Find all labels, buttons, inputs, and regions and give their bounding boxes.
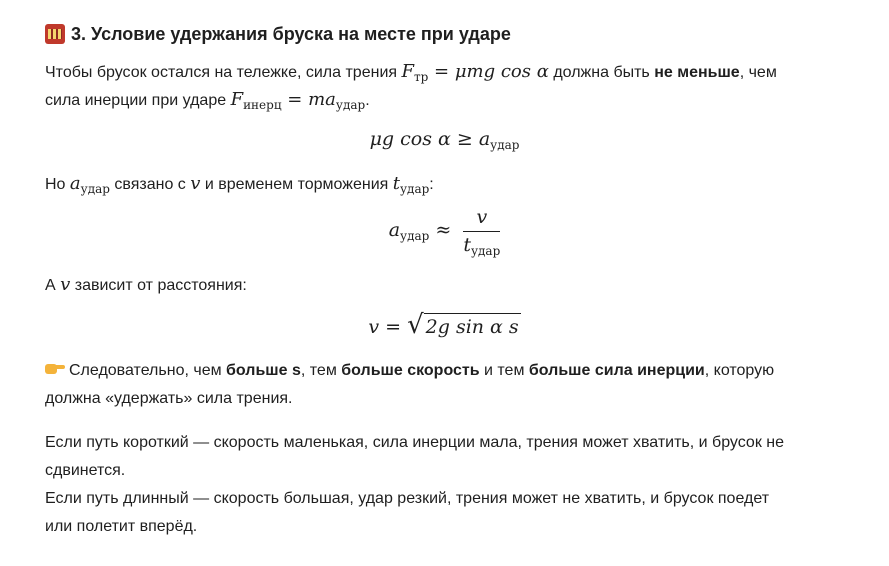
section-title: 3. Условие удержания бруска на месте при ударе bbox=[71, 24, 511, 44]
paragraph-conclusion-line2: должна «удержать» сила трения. bbox=[45, 390, 293, 407]
formula-velocity: v = √ 2g sin α s bbox=[368, 310, 519, 340]
paragraph-conclusion-line1: Следовательно, чем больше s, тем больше скорость и тем больше сила инерции, которую bbox=[45, 357, 774, 385]
section-heading bbox=[45, 22, 511, 46]
paragraph-short-path-line1: Если путь короткий — скорость маленькая, сила инерции мала, трения может хватить, и брусок не bbox=[45, 434, 784, 451]
paragraph-short-path-line2: сдвинется. bbox=[45, 462, 126, 479]
formula-acceleration: $a_{удар}$ ≈ $\frac{v}{t_{удар}}$ bbox=[388, 206, 501, 258]
formula-friction-inequality: μg $\cos \alpha \ge a_{удар}$ bbox=[369, 128, 520, 152]
paragraph-friction-line2: сила инерции при ударе $F_{инерц} = ma_{удар}$. bbox=[45, 89, 370, 112]
fraction: $\frac{v}{t_{удар}}$ bbox=[463, 206, 501, 258]
paragraph-long-path-line1: Если путь длинный — скорость большая, удар резкий, трения может не хватить, и брусок поедет bbox=[45, 490, 770, 507]
square-root: √ 2g sin α s bbox=[407, 310, 519, 340]
abacus-icon bbox=[45, 24, 65, 44]
paragraph-acceleration: Но $a_{удар}$ связано с v и временем торможения $t_{удар}$: bbox=[45, 173, 434, 196]
paragraph-friction-line1: Чтобы брусок остался на тележке, сила трения $F_{тр} = \mu mg$ cos α должна быть не меньше, чем bbox=[45, 61, 777, 84]
pointing-hand-icon bbox=[45, 362, 65, 376]
paragraph-long-path-line2: или полетит вперёд. bbox=[45, 518, 198, 535]
paragraph-velocity: А v зависит от расстояния: bbox=[45, 274, 247, 295]
